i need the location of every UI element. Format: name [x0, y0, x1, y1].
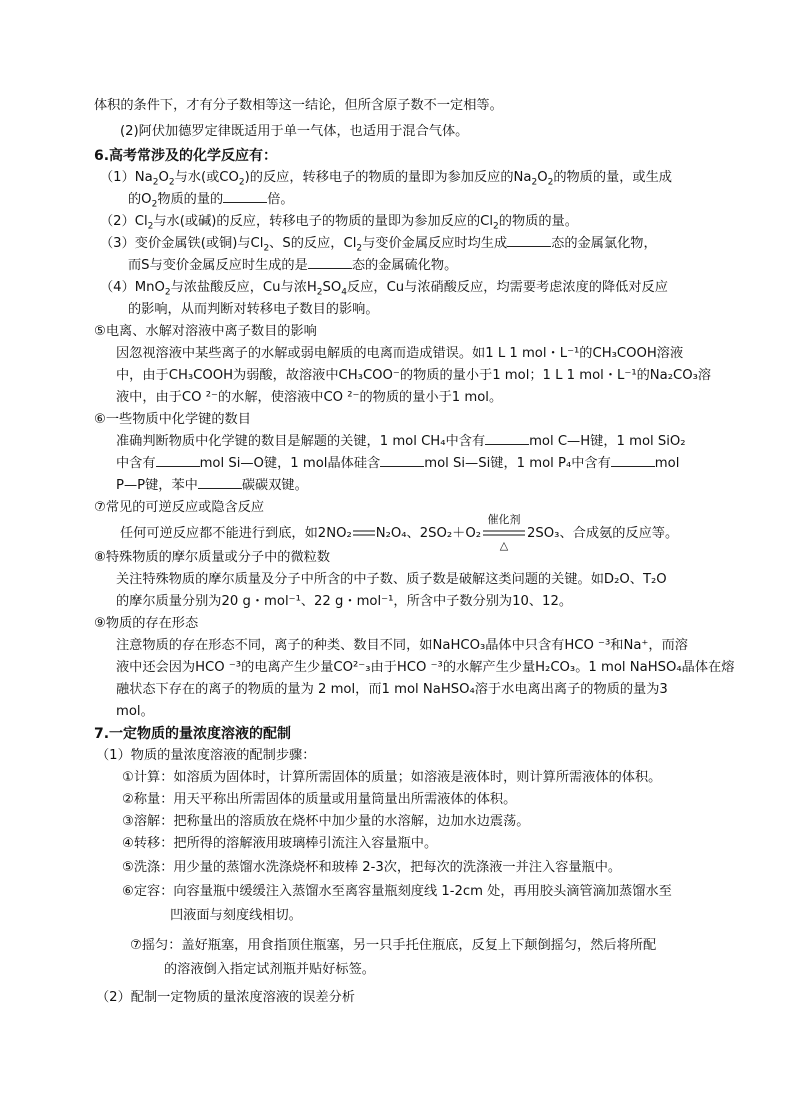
section-heading-6: 6.高考常涉及的化学反应有：: [94, 148, 278, 164]
step-1: ①计算：如溶质为固体时，计算所需固体的质量；如溶液是液体时，则计算所需液体的体积。: [122, 770, 662, 785]
reaction-item-3-cont: 而S与变价金属反应时生成的是 态的金属硫化物。: [128, 258, 458, 273]
text-line: 融状态下存在的离子的物质的量为 2 mol，而1 mol NaHSO₄溶于水电离出离子的物质的量为3: [116, 682, 668, 697]
reaction-item-2: $(2)Cl_2$与水(或碱)的反应，转移电子的物质的量即为参加反应的$Cl_2$的物质的量。: [100, 214, 578, 232]
catalyst-condition: 催化剂 △: [481, 524, 527, 544]
text-line: 的摩尔质量分别为20 g・mol⁻¹、22 g・mol⁻¹，所含中子数分别为10、12。: [116, 594, 573, 609]
subsection-heading: （2）配制一定物质的量浓度溶液的误差分析: [96, 990, 355, 1005]
reaction-item-3: （3）变价金属铁(或铜)与$Cl_2$、S的反应，$Cl_2$与变价金属反应时均生成 态的金属氯化物，: [100, 236, 657, 254]
point-heading-6: ⑥一些物质中化学键的数目: [94, 412, 251, 427]
text-line: 准确判断物质中化学键的数目是解题的关键，1 mol CH₄中含有 mol C—H键，1 mol SiO₂: [116, 434, 686, 449]
text-line: 中，由于CH₃COOH为弱酸，故溶液中CH₃COO⁻的物质的量小于1 mol；1 L 1 mol・L⁻¹的Na₂CO₃溶: [116, 368, 712, 383]
text-line: (2)阿伏加德罗定律既适用于单一气体，也适用于混合气体。: [120, 124, 469, 139]
answer-blank[interactable]: [156, 454, 200, 467]
step-7-cont: 的溶液倒入指定试剂瓶并贴好标签。: [164, 962, 375, 977]
text-line: P—P键，苯中 碳碳双键。: [116, 478, 308, 493]
reaction-item-1: $(1)Na_2O_2$与水(或$CO_2$)的反应，转移电子的物质的量即为参加反应的$Na_2O_2$的物质的量，或生成: [100, 170, 672, 188]
answer-blank[interactable]: [308, 256, 352, 269]
answer-blank[interactable]: [611, 454, 655, 467]
text-line: 中含有 mol Si—O键，1 mol晶体硅含 mol Si—Si键，1 mol P₄中含有 mol: [116, 456, 680, 471]
answer-blank[interactable]: [485, 432, 529, 445]
reaction-item-4-cont: 的影响，从而判断对转移电子数目的影响。: [128, 302, 379, 317]
reversible-arrow-icon: [352, 528, 376, 538]
point-heading-7: ⑦常见的可逆反应或隐含反应: [94, 500, 265, 515]
answer-blank[interactable]: [507, 234, 551, 247]
point-heading-5: ⑤电离、水解对溶液中离子数目的影响: [94, 324, 317, 339]
text-line: 液中，由于CO ²⁻的水解，使溶液中CO ²⁻的物质的量小于1 mol。: [116, 390, 503, 405]
reaction-item-4: （4）MnO$_2$与浓盐酸反应，Cu与浓$H_2SO_4$反应，Cu与浓硝酸反应，均需要考虑浓度的降低对反应: [100, 280, 668, 298]
answer-blank[interactable]: [223, 190, 267, 203]
text-line: 因忽视溶液中某些离子的水解或弱电解质的电离而造成错误。如1 L 1 mol・L⁻¹的CH₃COOH溶液: [116, 346, 684, 361]
section-heading-7: 7.一定物质的量浓度溶液的配制: [94, 726, 292, 742]
text-line: 关注特殊物质的摩尔质量及分子中所含的中子数、质子数是破解这类问题的关键。如D₂O、T₂O: [116, 572, 667, 587]
equation-line: 任何可逆反应都不能进行到底，如2NO₂ N₂O₄、2SO₂＋O₂ 催化剂 △ 2SO₃、合成氨的反应等。: [120, 513, 679, 552]
step-6: ⑥定容：向容量瓶中缓缓注入蒸馏水至离容量瓶刻度线 1-2cm 处，再用胶头滴管滴加蒸馏水至: [122, 884, 672, 899]
text-line: mol。: [116, 704, 154, 719]
answer-blank[interactable]: [198, 476, 242, 489]
point-heading-9: ⑨物质的存在形态: [94, 616, 199, 631]
step-4: ④转移：把所得的溶解液用玻璃棒引流注入容量瓶中。: [122, 836, 438, 851]
step-7: ⑦摇匀：盖好瓶塞，用食指顶住瓶塞，另一只手托住瓶底，反复上下颠倒摇匀，然后将所配: [130, 938, 657, 953]
reaction-item-1-cont: 的$O_2$物质的量的 倍。: [128, 192, 294, 210]
text-line: 注意物质的存在形态不同，离子的种类、数目不同，如NaHCO₃晶体中只含有HCO ⁻³和Na⁺，而溶: [116, 638, 688, 653]
step-3: ③溶解：把称量出的溶质放在烧杯中加少量的水溶解，边加水边震荡。: [122, 814, 530, 829]
step-6-cont: 凹液面与刻度线相切。: [170, 908, 302, 923]
step-2: ②称量：用天平称出所需固体的质量或用量筒量出所需液体的体积。: [122, 792, 517, 807]
answer-blank[interactable]: [380, 454, 424, 467]
text-line: 液中还会因为HCO ⁻³的电离产生少量CO²⁻₃由于HCO ⁻³的水解产生少量H₂CO₃。1 mol NaHSO₄晶体在熔: [116, 660, 735, 675]
step-5: ⑤洗涤：用少量的蒸馏水洗涤烧杯和玻棒 2-3次，把每次的洗涤液一并注入容量瓶中。: [122, 860, 622, 875]
text-line: 体积的条件下，才有分子数相等这一结论，但所含原子数不一定相等。: [94, 98, 503, 113]
point-heading-8: ⑧特殊物质的摩尔质量或分子中的微粒数: [94, 550, 331, 565]
subsection-heading: （1）物质的量浓度溶液的配制步骤：: [96, 748, 316, 763]
